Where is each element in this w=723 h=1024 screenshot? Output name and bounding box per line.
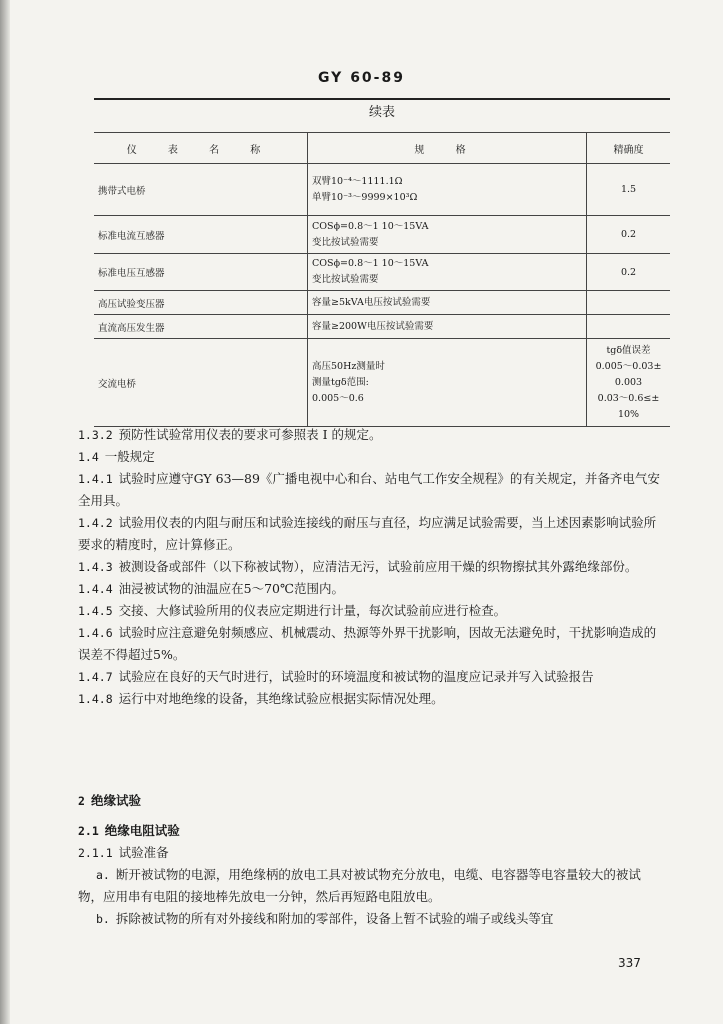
table-row bbox=[94, 315, 670, 339]
row-accuracy bbox=[587, 291, 671, 315]
clause-text: 试验时应注意避免射频感应、机械震动、热源等外界干扰影响，因故无法避免时，干扰影响造成的误差不得超过5%。 bbox=[78, 625, 657, 662]
body-section-2 bbox=[78, 790, 663, 930]
section-title: 绝缘试验 bbox=[90, 793, 141, 808]
spec-line: COSϕ=0.8～1 10～15VA bbox=[312, 258, 429, 269]
table-row bbox=[94, 291, 670, 315]
row-name: 标准电流互感器 bbox=[94, 216, 308, 254]
table-row bbox=[94, 164, 670, 216]
spec-line: COSϕ=0.8～1 10～15VA bbox=[312, 220, 429, 232]
row-name: 标准电压互感器 bbox=[94, 254, 308, 291]
instrument-table bbox=[94, 132, 670, 427]
row-accuracy: 1.5 bbox=[587, 164, 671, 216]
clause-text: 预防性试验常用仪表的要求可参照表 I 的规定。 bbox=[118, 427, 382, 442]
row-name: 高压试验变压器 bbox=[94, 291, 308, 315]
accuracy-line: tgδ值误差 bbox=[606, 344, 651, 356]
spec-line: 0.005～0.6 bbox=[312, 392, 364, 404]
accuracy-line: 0.005～0.03± bbox=[595, 360, 662, 372]
item-label: b. bbox=[96, 912, 110, 926]
body-section-1 bbox=[78, 424, 663, 710]
table-row bbox=[94, 254, 670, 291]
spec-line: 变比按试验需要 bbox=[312, 274, 379, 285]
row-name: 直流高压发生器 bbox=[94, 315, 308, 339]
clause-text: 被测设备或部件（以下称被试物），应清洁无污，试验前应用干燥的织物擦拭其外露绝缘部份。 bbox=[118, 559, 638, 574]
row-accuracy: 0.2 bbox=[587, 254, 671, 291]
clause-text: 试验应在良好的天气时进行，试验时的环境温度和被试物的温度应记录并写入试验报告 bbox=[118, 669, 594, 684]
spec-line: 测量tgδ范围: bbox=[312, 376, 369, 388]
subsubsection-number: 2.1.1 bbox=[78, 846, 113, 860]
clause-number: 1.4.3 bbox=[78, 560, 113, 574]
row-accuracy: 0.2 bbox=[587, 216, 671, 254]
table-caption: 续表 bbox=[368, 105, 395, 120]
row-spec bbox=[308, 254, 587, 291]
clause-number: 1.4.2 bbox=[78, 516, 113, 530]
table-row bbox=[94, 339, 670, 427]
page-number: 337 bbox=[618, 956, 641, 970]
spec-line: 容量≥5kVA电压按试验需要 bbox=[312, 296, 431, 308]
row-name: 携带式电桥 bbox=[94, 164, 308, 216]
clause-text: 试验用仪表的内阻与耐压和试验连接线的耐压与直径，均应满足试验需要，当上述因素影响试验所要求的精度时，应计算修正。 bbox=[78, 515, 657, 552]
row-spec bbox=[308, 339, 587, 427]
paragraph bbox=[78, 556, 663, 578]
subsubsection-title: 试验准备 bbox=[118, 845, 169, 860]
spec-line: 变比按试验需要 bbox=[312, 236, 379, 248]
paragraph bbox=[78, 424, 663, 446]
clause-number: 1.4 bbox=[78, 450, 99, 464]
spec-line: 双臂10⁻⁴～1111.1Ω bbox=[312, 175, 403, 187]
section-number: 2 bbox=[78, 794, 85, 808]
accuracy-line: 0.003 bbox=[614, 376, 643, 388]
clause-number: 1.4.8 bbox=[78, 692, 113, 706]
clause-text: 一般规定 bbox=[104, 449, 155, 464]
paragraph bbox=[78, 512, 663, 556]
list-item bbox=[78, 908, 663, 930]
paragraph bbox=[78, 666, 663, 688]
item-text: 拆除被试物的所有对外接线和附加的零部件，设备上暂不试验的端子或线头等宜 bbox=[115, 911, 554, 926]
header-accuracy: 精确度 bbox=[587, 133, 671, 164]
clause-number: 1.3.2 bbox=[78, 428, 113, 442]
clause-number: 1.4.5 bbox=[78, 604, 113, 618]
spec-line: 容量≥200W电压按试验需要 bbox=[312, 320, 434, 332]
clause-number: 1.4.4 bbox=[78, 582, 113, 596]
subsection-number: 2.1 bbox=[78, 824, 99, 838]
header-spec: 规 格 bbox=[308, 133, 587, 164]
row-accuracy bbox=[587, 339, 671, 427]
clause-text: 油浸被试物的油温应在5～70℃范围内。 bbox=[118, 581, 344, 596]
paragraph bbox=[78, 622, 663, 666]
header-rule bbox=[94, 98, 670, 100]
clause-number: 1.4.6 bbox=[78, 626, 113, 640]
paragraph bbox=[78, 688, 663, 710]
spec-line: 单臂10⁻³～9999×10³Ω bbox=[312, 191, 418, 203]
header-name: 仪 表 名 称 bbox=[94, 133, 308, 164]
subsection-title: 绝缘电阻试验 bbox=[104, 823, 180, 838]
row-spec bbox=[308, 315, 587, 339]
accuracy-line: 10% bbox=[617, 408, 640, 420]
accuracy-line: 0.03～0.6≤± bbox=[597, 392, 660, 404]
item-label: a. bbox=[96, 868, 110, 882]
clause-text: 运行中对地绝缘的设备，其绝缘试验应根据实际情况处理。 bbox=[118, 691, 444, 706]
paragraph bbox=[78, 600, 663, 622]
clause-text: 试验时应遵守GY 63—89《广播电视中心和台、站电气工作安全规程》的有关规定，并备齐电气安全用具。 bbox=[78, 471, 660, 508]
row-spec bbox=[308, 291, 587, 315]
row-spec bbox=[308, 216, 587, 254]
standard-code: GY 60-89 bbox=[318, 70, 405, 86]
row-accuracy bbox=[587, 315, 671, 339]
row-spec bbox=[308, 164, 587, 216]
clause-number: 1.4.7 bbox=[78, 670, 113, 684]
table-header-row bbox=[94, 133, 670, 164]
row-name: 交流电桥 bbox=[94, 339, 308, 427]
list-item bbox=[78, 864, 663, 908]
section-heading bbox=[78, 790, 663, 812]
subsubsection-heading bbox=[78, 842, 663, 864]
clause-text: 交接、大修试验所用的仪表应定期进行计量，每次试验前应进行检查。 bbox=[118, 603, 507, 618]
paragraph bbox=[78, 446, 663, 468]
clause-number: 1.4.1 bbox=[78, 472, 113, 486]
subsection-heading bbox=[78, 820, 663, 842]
spec-line: 高压50Hz测量时 bbox=[312, 360, 385, 372]
paragraph bbox=[78, 578, 663, 600]
scan-edge bbox=[0, 0, 10, 1024]
item-text: 断开被试物的电源，用绝缘柄的放电工具对被试物充分放电，电缆、电容器等电容量较大的被试物，应用串有电阻的接地棒先放电一分钟，然后再短路电阻放电。 bbox=[78, 867, 641, 904]
table-row bbox=[94, 216, 670, 254]
paragraph bbox=[78, 468, 663, 512]
